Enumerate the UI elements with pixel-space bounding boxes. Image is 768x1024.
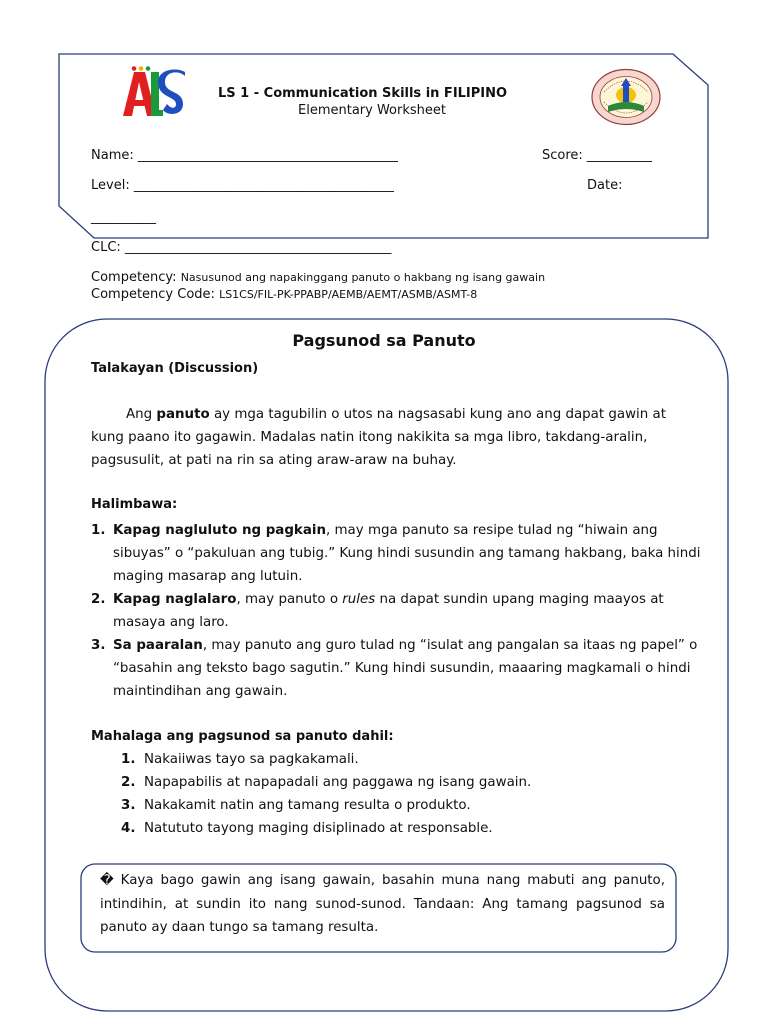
importance-list — [121, 748, 531, 840]
intro-post: ay mga tagubilin o utos na nagsasabi kung ano ang dapat gawin at kung paano ito gagawin. Madalas natin itong nakikita sa mga libro, takdang-aralin, pagsusulit, at pati na rin sa ating araw-araw na buhay. — [91, 407, 666, 468]
competency-line — [91, 270, 545, 285]
date-field[interactable]: __________ — [91, 210, 156, 225]
importance-number: 3. — [121, 798, 136, 813]
example-term: Kapag naglalaro — [113, 592, 237, 607]
lesson-title: Pagsunod sa Panuto — [292, 331, 476, 350]
reminder-note: � Kaya bago gawin ang isang gawain, basahin muna nang mabuti ang panuto, intindihin, at sundin ito nang sunod-sunod. Tandaan: Ang tamang pagsunod sa panuto ay daan tungo sa tamang resulta. — [100, 873, 665, 935]
als-logo — [121, 66, 187, 120]
example-number: 1. — [91, 523, 106, 538]
intro-pre: Ang — [126, 407, 157, 422]
competency-code-line — [91, 287, 477, 302]
example-italic: rules — [342, 592, 376, 607]
discussion-heading: Talakayan (Discussion) — [91, 361, 259, 376]
competency-code: LS1CS/FIL-PK-PPABP/AEMB/AEMT/ASMB/ASMT-8 — [219, 288, 478, 301]
importance-heading: Mahalaga ang pagsunod sa panuto dahil: — [91, 729, 394, 744]
example-text: , may panuto ang guro tulad ng “isulat ang pangalan sa itaas ng papel” o “basahin ang teksto bago sagutin.” Kung hindi susundin, maaaring magkamali o hindi maintindihan ang gawain. — [113, 638, 698, 699]
competency-text: Nasusunod ang napakinggang panuto o hakbang ng isang gawain — [180, 271, 546, 284]
examples-list — [91, 519, 711, 703]
example-text: , may mga panuto sa resipe tulad ng “hiwain ang sibuyas” o “pakuluan ang tubig.” Kung hindi susundin ang tamang hakbang, baka hindi maging masarap ang lutuin. — [113, 523, 701, 584]
importance-text: Nakakamit natin ang tamang resulta o produkto. — [144, 798, 471, 813]
importance-number: 1. — [121, 752, 136, 767]
example-number: 3. — [91, 638, 106, 653]
deped-seal — [590, 68, 662, 126]
example-item — [91, 634, 711, 703]
example-item — [91, 588, 711, 634]
importance-text: Napapabilis at napapadali ang paggawa ng isang gawain. — [144, 775, 532, 790]
example-term: Sa paaralan — [113, 638, 203, 653]
competency-label: Competency: — [91, 270, 177, 285]
example-term: Kapag nagluluto ng pagkain — [113, 523, 326, 538]
importance-number: 2. — [121, 775, 136, 790]
date-label: Date: — [587, 178, 623, 193]
example-item — [91, 519, 711, 588]
importance-item — [121, 748, 531, 771]
importance-number: 4. — [121, 821, 136, 836]
clc-field[interactable]: CLC: _________________________________________ — [91, 240, 392, 255]
worksheet-title: LS 1 - Communication Skills in FILIPINO — [218, 86, 508, 101]
importance-item — [121, 817, 531, 840]
importance-item — [121, 794, 531, 817]
importance-text: Nakaiiwas tayo sa pagkakamali. — [144, 752, 359, 767]
example-text-end: na dapat sundin upang maging maayos at masaya ang laro. — [113, 592, 664, 630]
score-field[interactable]: Score: __________ — [542, 148, 652, 163]
intro-term: panuto — [156, 407, 210, 422]
importance-text: Natututo tayong maging disiplinado at responsable. — [144, 821, 493, 836]
importance-item — [121, 771, 531, 794]
name-field[interactable]: Name: ________________________________________ — [91, 148, 398, 163]
examples-heading: Halimbawa: — [91, 497, 178, 512]
worksheet-subtitle: Elementary Worksheet — [298, 103, 446, 118]
competency-code-label: Competency Code: — [91, 287, 215, 302]
level-field[interactable]: Level: ________________________________________ — [91, 178, 394, 193]
example-number: 2. — [91, 592, 106, 607]
intro-paragraph — [91, 403, 691, 472]
example-text: , may panuto o — [236, 592, 343, 607]
